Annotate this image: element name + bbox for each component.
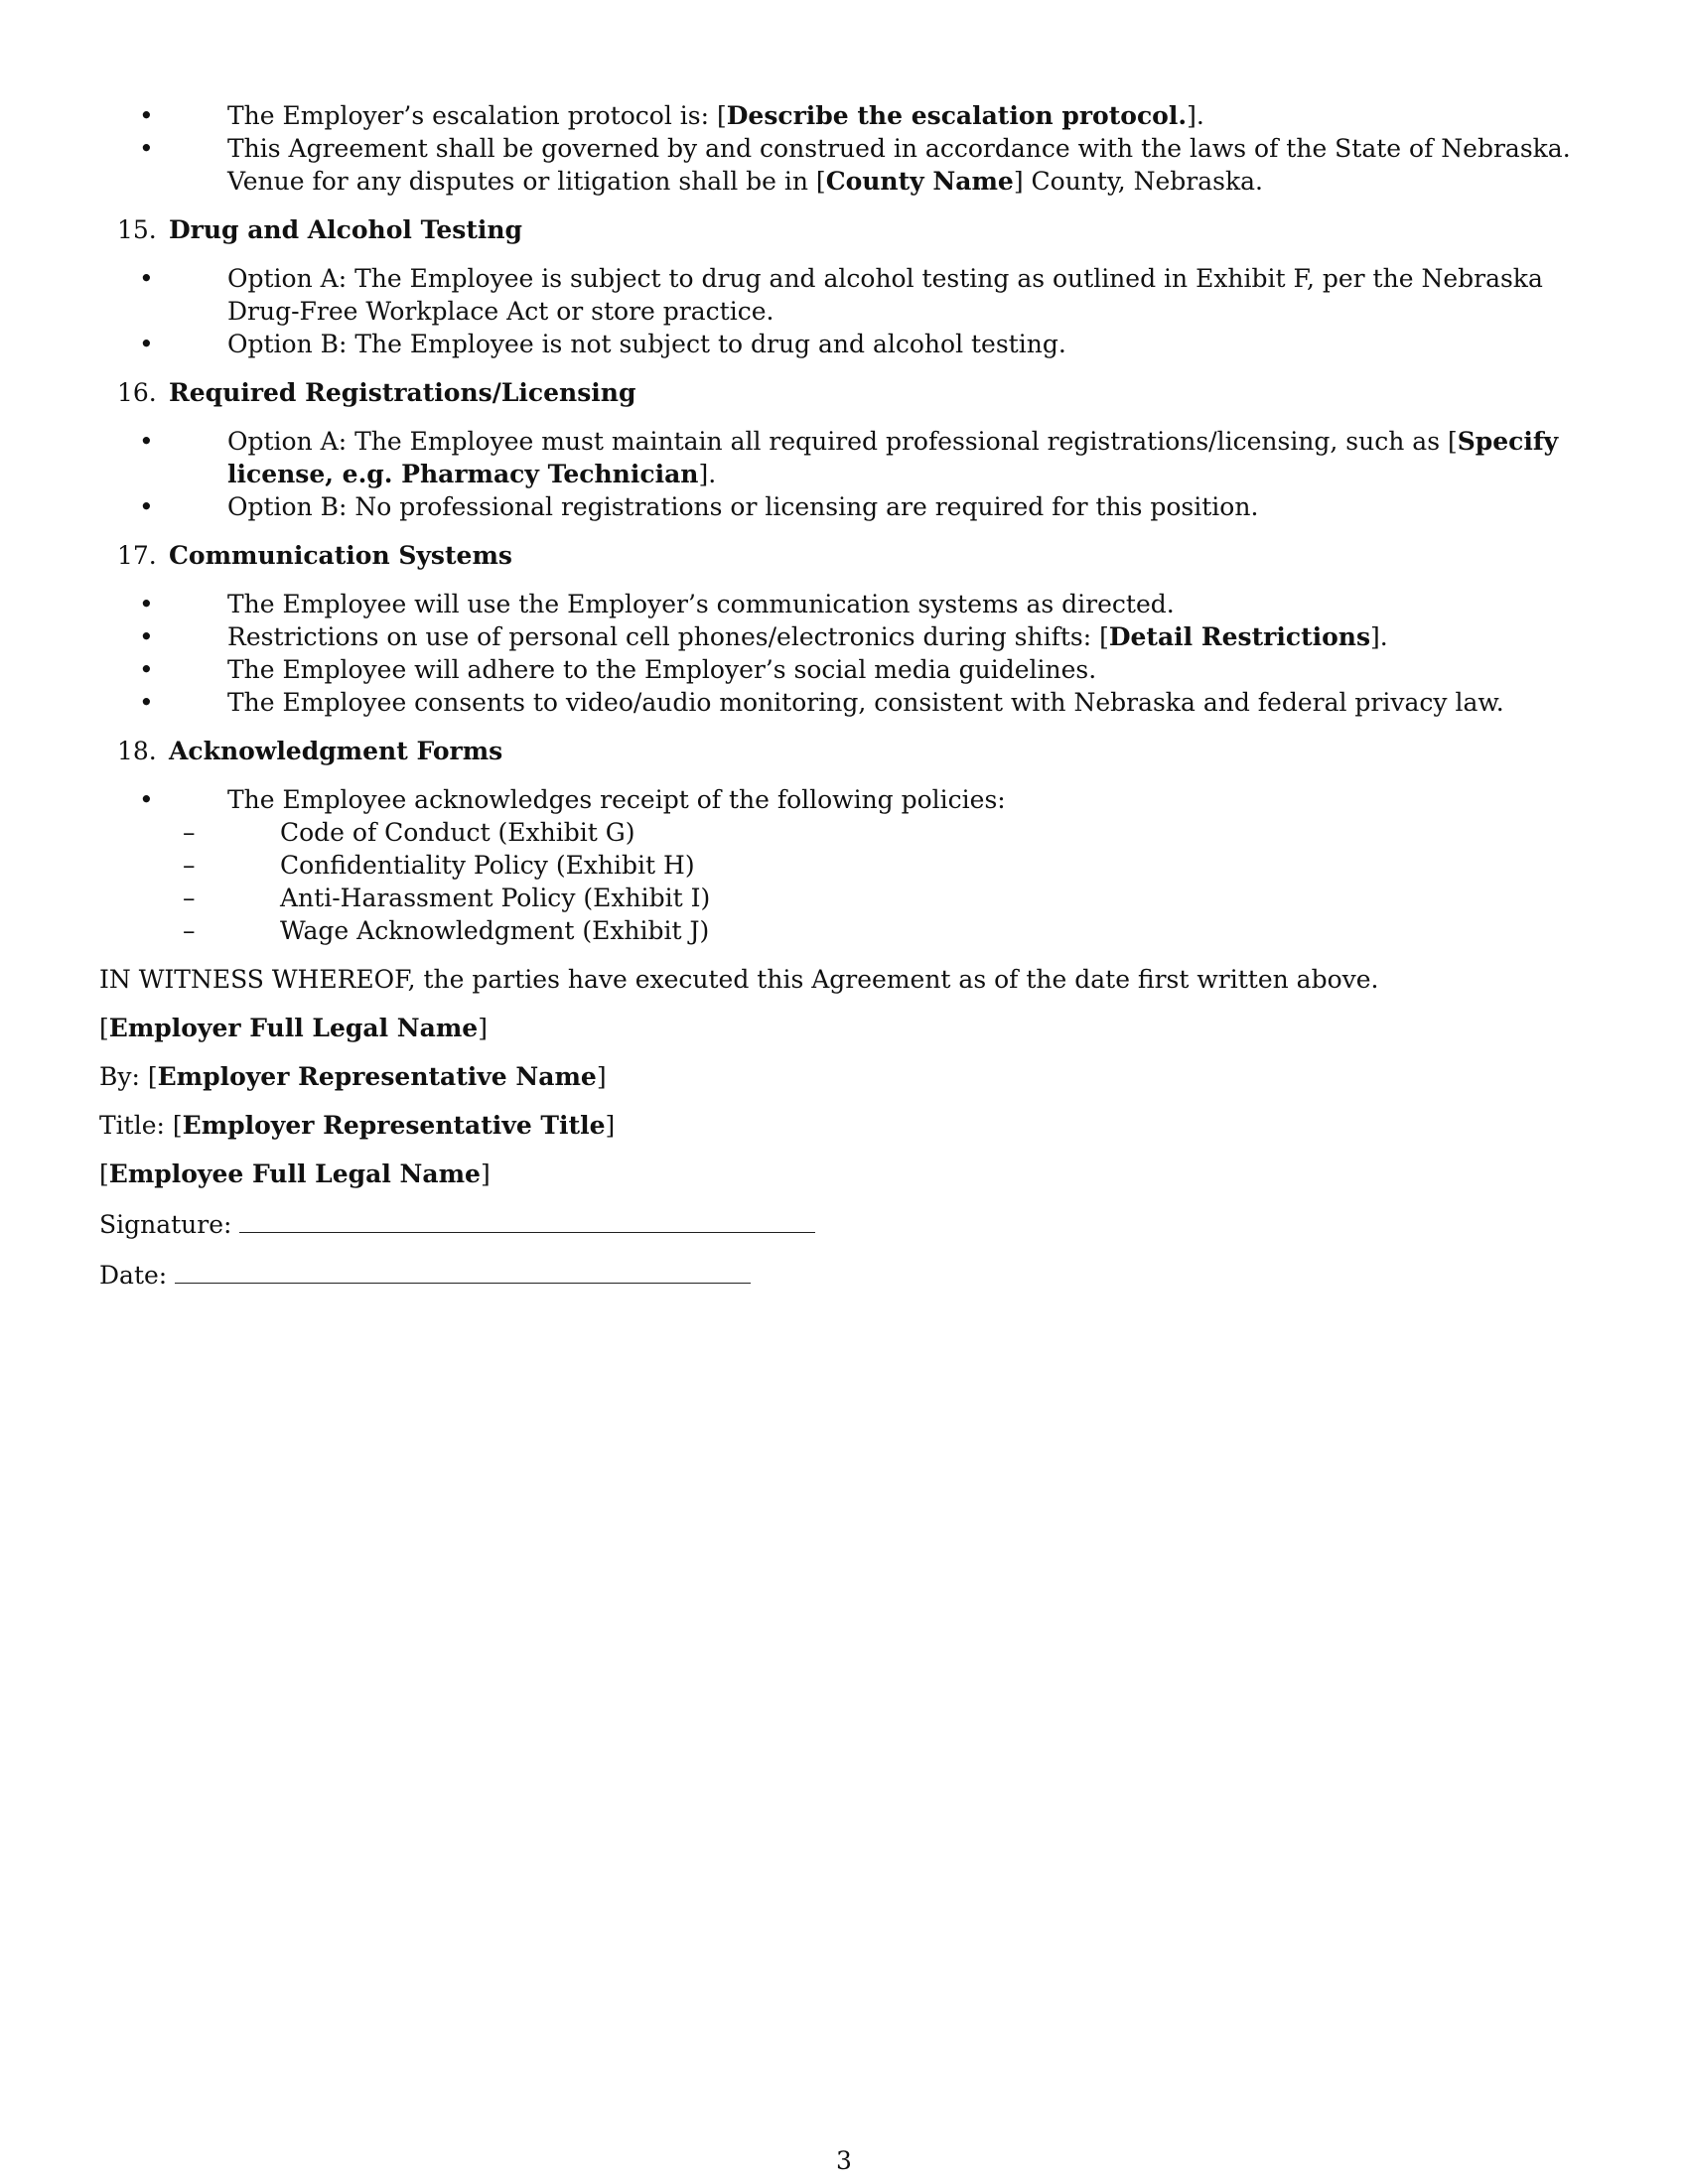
list-item: • Option B: The Employee is not subject to drug and alcohol testing. — [30, 328, 1589, 360]
signature-line: Signature: — [99, 1206, 1589, 1241]
signature-field[interactable] — [239, 1206, 815, 1233]
date-line: Date: — [99, 1257, 1589, 1292]
policy-item: – Anti-Harassment Policy (Exhibit I) — [30, 882, 1589, 914]
list-item: • The Employee consents to video/audio monitoring, consistent with Nebraska and federal privacy law. — [30, 686, 1589, 719]
list-item: • Option A: The Employee is subject to drug and alcohol testing as outlined in Exhibit F, per the Nebraska Drug-Free Workplace Act or store practice. — [30, 262, 1589, 328]
list-item: • The Employee will use the Employer’s communication systems as directed. — [30, 588, 1589, 620]
section-heading: 18. Acknowledgment Forms — [117, 737, 503, 765]
section-bullet-list — [99, 262, 1589, 360]
section-bullet-list — [99, 783, 1589, 816]
policy-item: – Wage Acknowledgment (Exhibit J) — [30, 914, 1589, 947]
list-item: • The Employee will adhere to the Employer’s social media guidelines. — [30, 653, 1589, 686]
section-bullet-list — [99, 425, 1589, 523]
document-page — [99, 99, 1589, 1292]
policy-sub-list — [30, 816, 1589, 947]
date-field[interactable] — [175, 1257, 751, 1284]
employee-name-line: [Employee Full Legal Name] — [99, 1160, 491, 1188]
employer-name-line: [Employer Full Legal Name] — [99, 1014, 488, 1042]
intro-bullet-list — [99, 99, 1589, 198]
intro-bullet: • The Employer’s escalation protocol is: [Describe the escalation protocol.]. — [30, 99, 1589, 132]
employer-title-line: Title: [Employer Representative Title] — [99, 1111, 616, 1140]
witness-statement: IN WITNESS WHEREOF, the parties have executed this Agreement as of the date first written above. — [99, 965, 1379, 994]
intro-bullet: • This Agreement shall be governed by and construed in accordance with the laws of the State of Nebraska. Venue for any disputes or litigation shall be in [County Name] County, Nebraska. — [30, 132, 1589, 198]
policy-item: – Code of Conduct (Exhibit G) — [30, 816, 1589, 849]
section-heading: 17. Communication Systems — [117, 541, 512, 570]
section-heading: 15. Drug and Alcohol Testing — [117, 215, 523, 244]
page-number: 3 — [836, 2146, 852, 2175]
list-item: • Option B: No professional registrations or licensing are required for this position. — [30, 490, 1589, 523]
employer-rep-line: By: [Employer Representative Name] — [99, 1062, 607, 1091]
section-bullet-list — [99, 588, 1589, 719]
list-item: • Option A: The Employee must maintain all required professional registrations/licensing, such as [Specify license, e.g. Pharmacy Technician]. — [30, 425, 1589, 490]
list-item: • The Employee acknowledges receipt of the following policies: — [30, 783, 1589, 816]
list-item: • Restrictions on use of personal cell phones/electronics during shifts: [Detail Restrictions]. — [30, 620, 1589, 653]
policy-item: – Confidentiality Policy (Exhibit H) — [30, 849, 1589, 882]
section-heading: 16. Required Registrations/Licensing — [117, 378, 636, 407]
